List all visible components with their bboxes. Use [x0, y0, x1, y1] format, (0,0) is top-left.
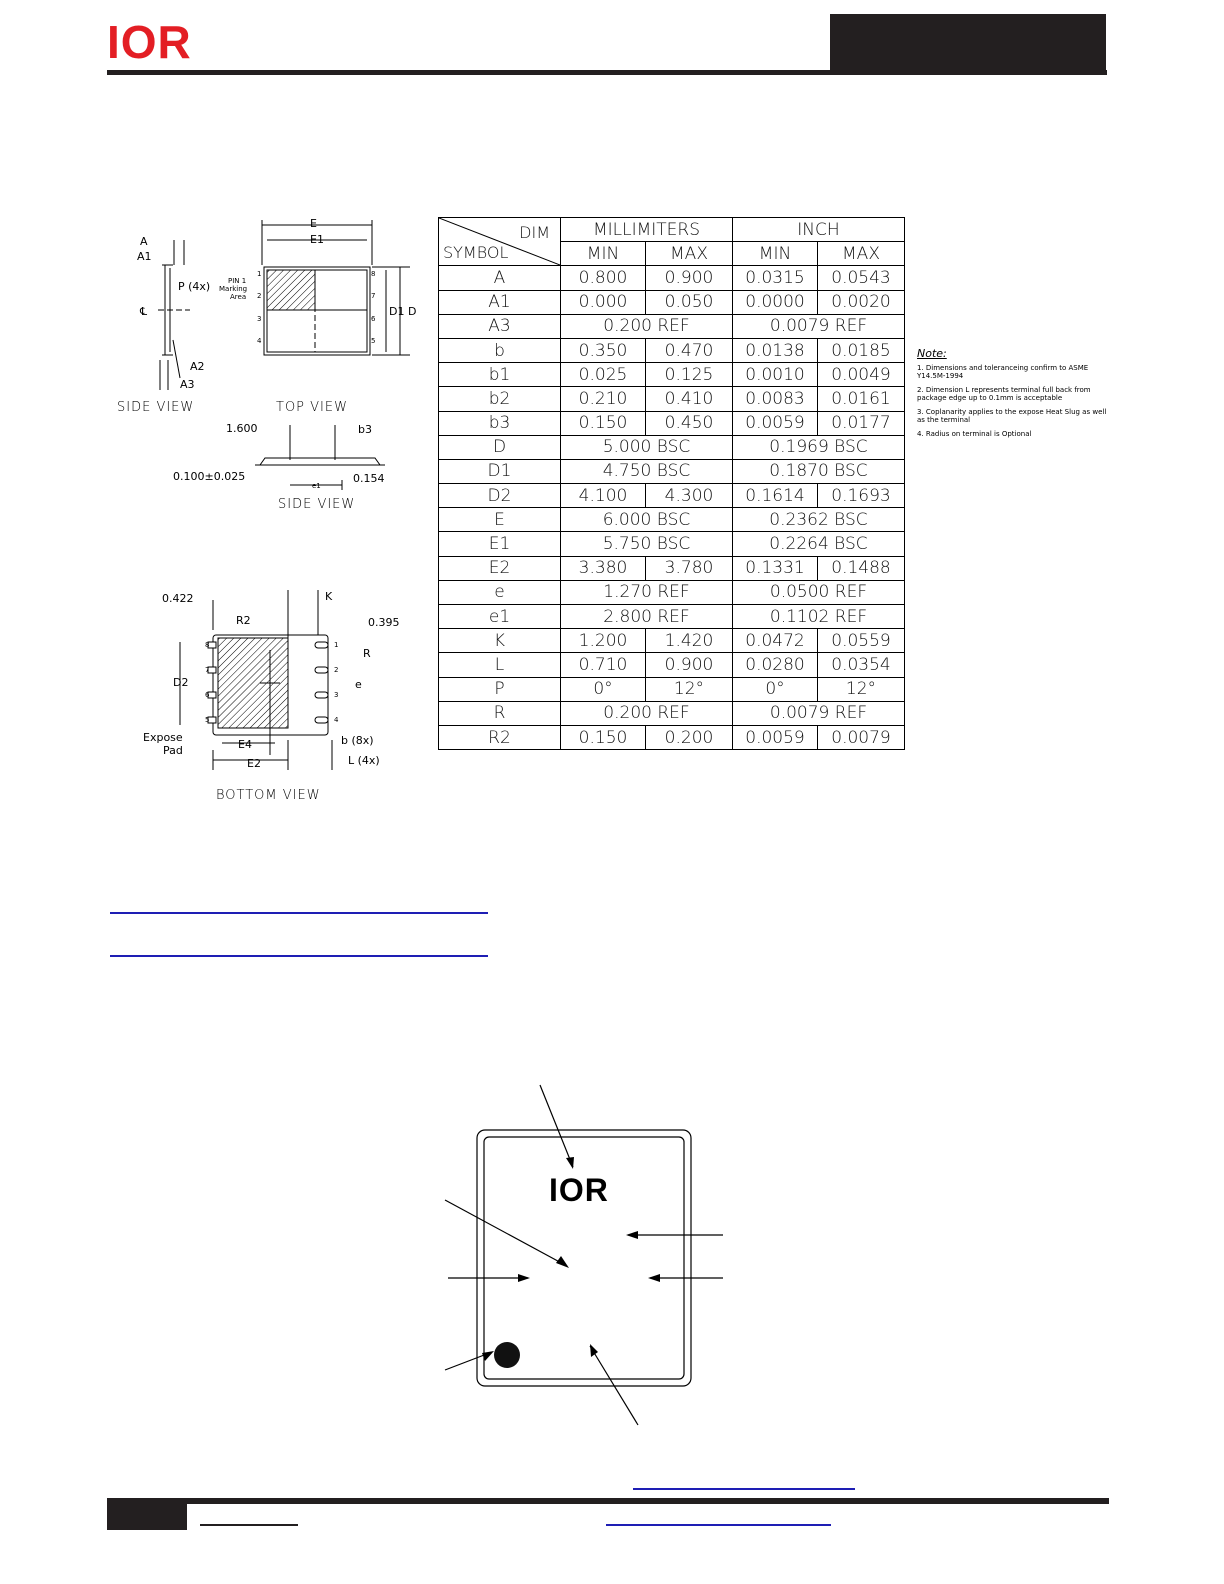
table-cell: R2 — [439, 725, 561, 749]
label-E1: E1 — [310, 233, 324, 246]
table-cell: K — [439, 629, 561, 653]
table-row — [439, 484, 905, 508]
table-row — [439, 411, 905, 435]
pin-num-6: 6 — [371, 315, 376, 323]
table-cell: D — [439, 435, 561, 459]
table-cell: 6.000 BSC — [561, 508, 733, 532]
table-cell: 0.800 — [561, 266, 646, 290]
table-cell: 0° — [561, 677, 646, 701]
table-cell: 0.0543 — [818, 266, 905, 290]
label-A2: A2 — [190, 360, 205, 373]
label-b8x: b (8x) — [341, 734, 374, 747]
table-cell: 0.0161 — [818, 387, 905, 411]
table-cell: D2 — [439, 484, 561, 508]
table-cell: 0.0000 — [733, 290, 818, 314]
table-cell: 4.750 BSC — [561, 459, 733, 483]
table-cell: 0.350 — [561, 338, 646, 362]
label-L4x: L (4x) — [348, 754, 380, 767]
label-marking: Marking — [219, 285, 248, 293]
table-row — [439, 653, 905, 677]
table-cell: 0.0500 REF — [733, 580, 905, 604]
table-cell: 0.2362 BSC — [733, 508, 905, 532]
note-2: 2. Dimension L represents terminal full back from package edge up to 0.1mm is acceptable — [917, 386, 1091, 402]
table-cell: P — [439, 677, 561, 701]
symbol-label: SYMBOL — [443, 243, 509, 263]
table-cell: 0.710 — [561, 653, 646, 677]
table-row — [439, 459, 905, 483]
mm-max-header: MAX — [646, 242, 733, 266]
side-view-2-label: SIDE VIEW — [278, 497, 356, 512]
marking-ior-logo: IOR — [549, 1172, 609, 1208]
table-cell: b2 — [439, 387, 561, 411]
table-cell: A1 — [439, 290, 561, 314]
table-cell: 0.0354 — [818, 653, 905, 677]
table-cell: 3.780 — [646, 556, 733, 580]
notes-title: Note: — [917, 347, 947, 360]
table-cell: 5.750 BSC — [561, 532, 733, 556]
pin-num-5: 5 — [371, 337, 376, 345]
label-P4x: P (4x) — [178, 280, 211, 293]
label-A: A — [140, 235, 148, 248]
table-cell: b — [439, 338, 561, 362]
table-cell: 0.1331 — [733, 556, 818, 580]
in-max-header: MAX — [818, 242, 905, 266]
label-b3: b3 — [358, 423, 372, 436]
table-cell: 0.0079 — [818, 725, 905, 749]
dimension-table-body — [439, 266, 905, 750]
table-cell: 0.0020 — [818, 290, 905, 314]
label-A3: A3 — [180, 378, 195, 391]
bottom-view-label: BOTTOM VIEW — [216, 788, 321, 803]
table-cell: 0.0185 — [818, 338, 905, 362]
table-cell: 0.0177 — [818, 411, 905, 435]
table-cell: 0.0079 REF — [733, 314, 905, 338]
table-cell: 0.0315 — [733, 266, 818, 290]
table-cell: 0.1693 — [818, 484, 905, 508]
pin-num-1: 1 — [257, 270, 262, 278]
side-view-label: SIDE VIEW — [117, 400, 195, 415]
label-R: R — [363, 647, 371, 660]
label-D2: D2 — [173, 676, 189, 689]
label-A1: A1 — [137, 250, 152, 263]
table-cell: 0.0083 — [733, 387, 818, 411]
footer-short-rule — [200, 1524, 298, 1526]
note-3: 3. Coplanarity applies to the expose Heat Slug as well as the terminal — [917, 408, 1107, 424]
table-row — [439, 338, 905, 362]
table-cell: 0.000 — [561, 290, 646, 314]
table-cell: 0.0138 — [733, 338, 818, 362]
bpin-4: 4 — [334, 716, 339, 724]
table-row — [439, 556, 905, 580]
table-cell: 12° — [818, 677, 905, 701]
table-row — [439, 387, 905, 411]
note-1: 1. Dimensions and toleranceing confirm to ASME Y14.5M-1994 — [917, 364, 1089, 380]
table-row — [439, 266, 905, 290]
table-cell: 4.300 — [646, 484, 733, 508]
table-cell: 0.1969 BSC — [733, 435, 905, 459]
label-pin1: PIN 1 — [228, 277, 247, 285]
footer-link-2[interactable] — [606, 1524, 831, 1526]
table-cell: L — [439, 653, 561, 677]
ior-logo: IOR — [107, 16, 192, 68]
dim-symbol-header — [439, 218, 561, 266]
table-cell: 0.125 — [646, 363, 733, 387]
pin-num-2: 2 — [257, 292, 262, 300]
dim-label: DIM — [519, 223, 550, 242]
table-cell: 3.380 — [561, 556, 646, 580]
table-cell: 0.025 — [561, 363, 646, 387]
label-area: Area — [230, 293, 247, 301]
label-centerline: ℄ — [140, 305, 148, 318]
table-cell: 0.0059 — [733, 411, 818, 435]
table-cell: b1 — [439, 363, 561, 387]
footer-rule — [107, 1498, 1109, 1504]
table-row — [439, 314, 905, 338]
note-4: 4. Radius on terminal is Optional — [917, 430, 1032, 438]
table-cell: 5.000 BSC — [561, 435, 733, 459]
table-cell: 0.0059 — [733, 725, 818, 749]
top-view-label: TOP VIEW — [276, 400, 348, 415]
label-e1: e1 — [312, 482, 321, 490]
link-underline-1[interactable] — [110, 912, 488, 914]
table-cell: 0.210 — [561, 387, 646, 411]
label-E4: E4 — [238, 738, 252, 751]
bpin-1: 1 — [334, 641, 339, 649]
bpin-5: 5 — [205, 716, 210, 724]
label-expose: Expose — [143, 731, 183, 744]
table-cell: 0.900 — [646, 653, 733, 677]
table-cell: 0.410 — [646, 387, 733, 411]
table-row — [439, 508, 905, 532]
table-cell: 1.200 — [561, 629, 646, 653]
pin-num-7: 7 — [371, 292, 376, 300]
table-row — [439, 677, 905, 701]
table-row — [439, 290, 905, 314]
table-cell: 0.900 — [646, 266, 733, 290]
label-0100: 0.100±0.025 — [173, 470, 246, 483]
bpin-3: 3 — [334, 691, 339, 699]
table-cell: 0.150 — [561, 725, 646, 749]
label-R2: R2 — [236, 614, 251, 627]
table-cell: e — [439, 580, 561, 604]
package-outline-drawing — [110, 210, 430, 820]
inch-header: INCH — [733, 218, 905, 242]
table-cell: E — [439, 508, 561, 532]
table-cell: 4.100 — [561, 484, 646, 508]
label-D1-D: D1 D — [389, 305, 417, 318]
table-cell: 0.1488 — [818, 556, 905, 580]
table-cell: 0.470 — [646, 338, 733, 362]
table-cell: 0.1870 BSC — [733, 459, 905, 483]
table-cell: 0.200 — [646, 725, 733, 749]
table-cell: D1 — [439, 459, 561, 483]
table-row — [439, 532, 905, 556]
footer-page-block — [107, 1498, 187, 1530]
label-0422: 0.422 — [162, 592, 194, 605]
table-row — [439, 435, 905, 459]
table-cell: 0.050 — [646, 290, 733, 314]
table-cell: b3 — [439, 411, 561, 435]
table-cell: 0.450 — [646, 411, 733, 435]
pin-num-4: 4 — [257, 337, 262, 345]
label-E2: E2 — [247, 757, 261, 770]
table-cell: 0.2264 BSC — [733, 532, 905, 556]
bpin-2: 2 — [334, 666, 339, 674]
table-row — [439, 629, 905, 653]
link-underline-2[interactable] — [110, 955, 488, 957]
mm-header: MILLIMITERS — [561, 218, 733, 242]
table-cell: 0.0010 — [733, 363, 818, 387]
notes — [917, 347, 1107, 444]
table-cell: 0.0472 — [733, 629, 818, 653]
label-E: E — [310, 217, 317, 230]
label-0154: 0.154 — [353, 472, 385, 485]
table-cell: E2 — [439, 556, 561, 580]
table-cell: 0.0280 — [733, 653, 818, 677]
table-cell: E1 — [439, 532, 561, 556]
label-pad: Pad — [163, 744, 183, 757]
table-cell: A — [439, 266, 561, 290]
bpin-7: 7 — [205, 666, 210, 674]
footer-link-1[interactable] — [633, 1488, 855, 1490]
table-cell: R — [439, 701, 561, 725]
header-title-block — [830, 14, 1106, 74]
table-row — [439, 580, 905, 604]
table-row — [439, 605, 905, 629]
table-cell: 1.270 REF — [561, 580, 733, 604]
table-cell: A3 — [439, 314, 561, 338]
table-cell: 2.800 REF — [561, 605, 733, 629]
table-row — [439, 701, 905, 725]
table-cell: e1 — [439, 605, 561, 629]
table-cell: 0.1614 — [733, 484, 818, 508]
table-cell: 0.200 REF — [561, 314, 733, 338]
table-cell: 0.0559 — [818, 629, 905, 653]
label-e: e — [355, 678, 362, 691]
table-cell: 12° — [646, 677, 733, 701]
label-0395: 0.395 — [368, 616, 400, 629]
bpin-6: 6 — [205, 691, 210, 699]
part-marking-drawing — [440, 1080, 740, 1440]
mm-min-header: MIN — [561, 242, 646, 266]
pin1-dot — [494, 1342, 520, 1368]
pin-num-8: 8 — [371, 270, 376, 278]
table-row — [439, 725, 905, 749]
label-K: K — [325, 590, 333, 603]
table-cell: 0° — [733, 677, 818, 701]
table-cell: 0.0049 — [818, 363, 905, 387]
header-rule — [107, 70, 1107, 75]
table-cell: 0.200 REF — [561, 701, 733, 725]
bpin-8: 8 — [205, 641, 210, 649]
table-cell: 0.0079 REF — [733, 701, 905, 725]
table-cell: 0.150 — [561, 411, 646, 435]
table-cell: 1.420 — [646, 629, 733, 653]
pin-num-3: 3 — [257, 315, 262, 323]
table-cell: 0.1102 REF — [733, 605, 905, 629]
label-1600: 1.600 — [226, 422, 258, 435]
dimension-table — [438, 217, 905, 750]
in-min-header: MIN — [733, 242, 818, 266]
table-row — [439, 363, 905, 387]
